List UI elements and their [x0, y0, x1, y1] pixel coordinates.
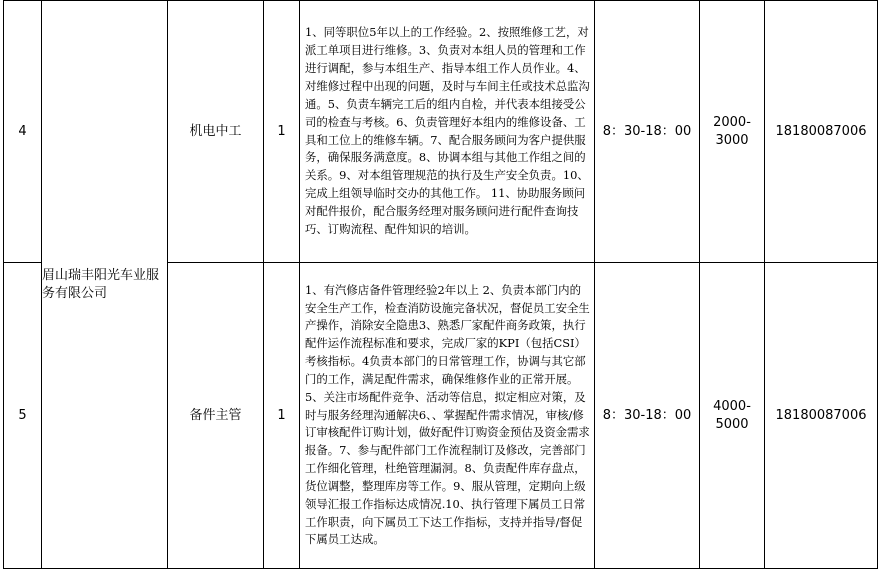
job-listing-table [3, 0, 878, 569]
headcount: 1 [264, 263, 300, 569]
job-description: 1、有汽修店备件管理经验2年以上 2、负责本部门内的安全生产工作，检查消防设施完备状况，督促员工安全生产操作，消除安全隐患3、熟悉厂家配件商务政策，执行配件运作流程标准和要求，完成厂家的KPI（包括CSI）考核指标。4负责本部门的日常管理工作，协调与其它部门的工作，满足配件需求，确保维修作业的正常开展。5、关注市场配件竞争、活动等信息，拟定相应对策，及时与服务经理沟通解决6、、掌握配件需求情况，审核/修订审核配件订购计划，做好配件订购资金预估及资金需求报备。7、参与配件部门工作流程制订及修改，完善部门工作细化管理，杜绝管理漏洞。8、负责配件库存盘点，货位调整，整理库房等工作。9、服从管理，定期向上级领导汇报工作指标达成情况.10、执行管理下属员工日常工作职责，向下属员工下达工作指标，支持并指导/督促下属员工达成。 [300, 263, 595, 569]
contact-phone: 18180087006 [765, 263, 878, 569]
company-name: 眉山瑞丰阳光车业服务有限公司 [42, 267, 160, 301]
work-hours: 8：30-18：00 [595, 1, 700, 263]
position-name: 机电中工 [168, 1, 264, 263]
contact-phone: 18180087006 [765, 1, 878, 263]
work-hours: 8：30-18：00 [595, 263, 700, 569]
job-description: 1、同等职位5年以上的工作经验。2、按照维修工艺，对派工单项目进行维修。3、负责对本组人员的管理和工作进行调配，参与本组生产、指导本组工作人员作业。4、对维修过程中出现的问题，及时与车间主任或技术总监沟通。5、负责车辆完工后的组内自检，并代表本组接受公司的检查与考核。6、负责管理好本组内的维修设备、工具和工位上的维修车辆。7、配合服务顾问为客户提供服务，确保服务满意度。8、协调本组与其他工作组之间的关系。9、对本组管理规范的执行及生产安全负责。10、完成上组领导临时交办的其他工作。 11、协助服务顾问对配件报价，配合服务经理对服务顾问进行配件查询技巧、订购流程、配件知识的培训。 [300, 1, 595, 263]
salary-range: 4000-5000 [700, 263, 765, 569]
table-row [4, 1, 878, 263]
position-name: 备件主管 [168, 263, 264, 569]
row-index: 5 [4, 263, 42, 569]
row-index: 4 [4, 1, 42, 263]
company-name-cell [42, 1, 168, 569]
salary-range: 2000-3000 [700, 1, 765, 263]
headcount: 1 [264, 1, 300, 263]
